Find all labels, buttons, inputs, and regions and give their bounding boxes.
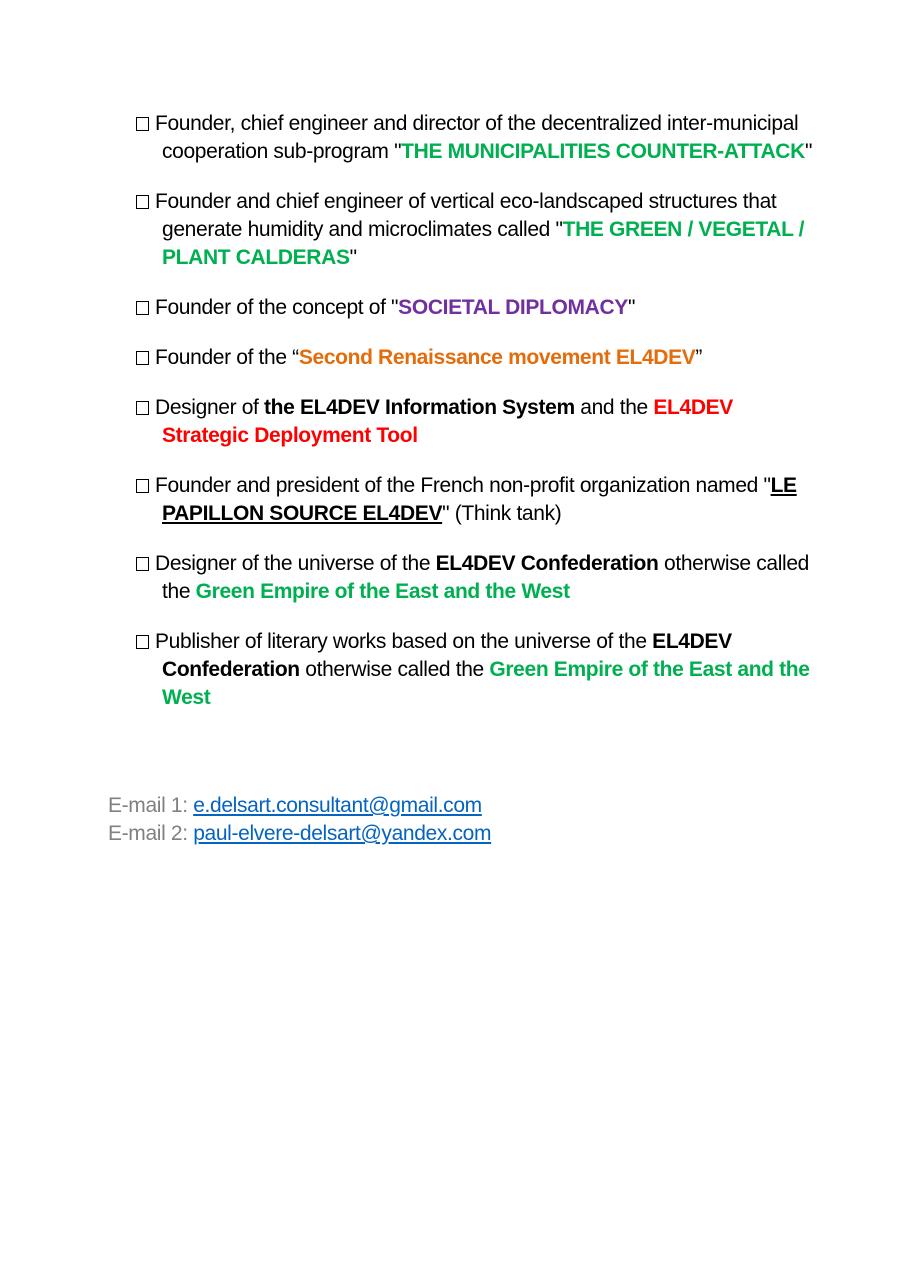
highlight-text: Green Empire of the East and the West bbox=[162, 658, 810, 709]
item-text: Founder, chief engineer and director of the decentralized inter-municipal cooperation sub-program " bbox=[155, 112, 799, 163]
item-text: Founder of the concept of " bbox=[155, 296, 399, 319]
item-text: otherwise called the bbox=[162, 552, 809, 603]
item-text: Founder and chief engineer of vertical eco-landscaped structures that generate humidity and microclimates called " bbox=[155, 190, 777, 241]
checkbox-bullet-icon bbox=[136, 117, 149, 131]
bullet-list bbox=[136, 110, 816, 734]
item-text: and the bbox=[574, 396, 654, 419]
highlight-text: SOCIETAL DIPLOMACY bbox=[398, 296, 628, 319]
item-text: Publisher of literary works based on the universe of the bbox=[155, 630, 653, 653]
bullet-item-papillon-source bbox=[136, 472, 816, 528]
checkbox-bullet-icon bbox=[136, 351, 149, 365]
bold-text: EL4DEV Confederation bbox=[435, 552, 659, 575]
contact-email-1 bbox=[108, 792, 491, 820]
item-text: Designer of the universe of the bbox=[155, 552, 436, 575]
checkbox-bullet-icon bbox=[136, 635, 149, 649]
highlight-text: EL4DEV Strategic Deployment Tool bbox=[162, 396, 733, 447]
item-text: Founder of the “ bbox=[155, 346, 299, 369]
contact-label: E-mail 1: bbox=[108, 794, 194, 817]
bullet-item-literary-works bbox=[136, 628, 816, 712]
bullet-item-calderas bbox=[136, 188, 816, 272]
highlight-text: Second Renaissance movement EL4DEV bbox=[298, 346, 696, 369]
bullet-item-municipalities bbox=[136, 110, 816, 166]
checkbox-bullet-icon bbox=[136, 479, 149, 493]
bullet-item-information-system bbox=[136, 394, 816, 450]
item-text: otherwise called the bbox=[299, 658, 490, 681]
bullet-item-confederation-universe bbox=[136, 550, 816, 606]
item-text: " bbox=[627, 296, 636, 319]
highlight-text: Green Empire of the East and the West bbox=[195, 580, 570, 603]
bold-text: EL4DEV Confederation bbox=[162, 630, 732, 681]
item-text: " (Think tank) bbox=[442, 502, 562, 525]
highlight-text: THE MUNICIPALITIES COUNTER-ATTACK bbox=[401, 140, 805, 163]
item-text: " bbox=[349, 246, 357, 269]
contact-email-2 bbox=[108, 820, 491, 848]
checkbox-bullet-icon bbox=[136, 195, 149, 209]
checkbox-bullet-icon bbox=[136, 401, 149, 415]
contact-block bbox=[108, 792, 491, 848]
item-text: Designer of bbox=[155, 396, 265, 419]
bold-underlined-text: LE PAPILLON SOURCE EL4DEV bbox=[162, 474, 797, 525]
item-text: " bbox=[804, 140, 813, 163]
checkbox-bullet-icon bbox=[136, 301, 149, 315]
item-text: ” bbox=[695, 346, 703, 369]
email-link[interactable]: e.delsart.consultant@gmail.com bbox=[193, 794, 482, 817]
bold-text: the EL4DEV Information System bbox=[264, 396, 575, 419]
highlight-text: THE GREEN / VEGETAL / PLANT CALDERAS bbox=[162, 218, 805, 269]
email-link[interactable]: paul-elvere-delsart@yandex.com bbox=[193, 822, 492, 845]
bullet-item-societal-diplomacy bbox=[136, 294, 816, 322]
checkbox-bullet-icon bbox=[136, 557, 149, 571]
contact-label: E-mail 2: bbox=[108, 822, 194, 845]
bullet-item-renaissance bbox=[136, 344, 816, 372]
item-text: Founder and president of the French non-profit organization named " bbox=[155, 474, 771, 497]
